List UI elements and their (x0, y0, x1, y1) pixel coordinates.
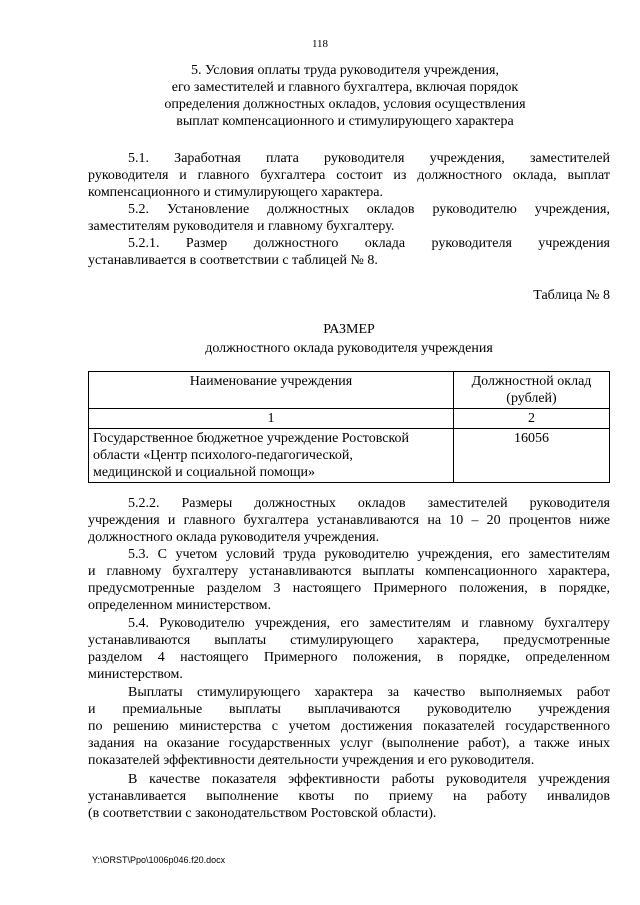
text-line: 5.4. Руководителю учреждения, его заместителям и главному бухгалтеру (128, 616, 610, 631)
text-line: разделом 4 настоящего Примерного положения, в порядке, определенном (88, 650, 610, 665)
table-title: РАЗМЕР (323, 322, 375, 337)
paragraph-5-1 (88, 150, 610, 201)
paragraph-5-2 (88, 201, 610, 235)
text-line: определенном министерством. (88, 598, 271, 613)
table-caption: Таблица № 8 (533, 288, 610, 303)
paragraph-performance-indicator (88, 771, 610, 822)
paragraph-5-2-2 (88, 495, 610, 546)
text-line: устанавливается в соответствии с таблицей № 8. (88, 253, 378, 268)
header-institution-name: Наименование учреждения (89, 372, 454, 409)
text-line: по решению министерства с учетом достижения показателей государственного (88, 719, 610, 734)
text-line: устанавливаются выплаты стимулирующего характера, предусмотренные (88, 633, 610, 648)
salary-table (88, 371, 610, 483)
text-line: 5.2. Установление должностных окладов руководителю учреждения, (128, 202, 610, 217)
column-number-2: 2 (454, 409, 610, 429)
text-line: учреждения и главного бухгалтера устанавливаются на 10 – 20 процентов ниже (88, 513, 610, 528)
text-line: компенсационного и стимулирующего характера. (88, 185, 383, 200)
section-title-line: 5. Условия оплаты труда руководителя учреждения, (191, 63, 499, 78)
section-title-line: выплат компенсационного и стимулирующего характера (176, 114, 514, 129)
table-column-numbers-row (89, 409, 610, 429)
paragraph-5-3 (88, 546, 610, 614)
text-line: заместителям руководителя и главному бухгалтеру. (88, 219, 395, 234)
text-line: Выплаты стимулирующего характера за качество выполняемых работ (128, 685, 610, 700)
header-salary: Должностной оклад (рублей) (454, 372, 610, 409)
table-header-row (89, 372, 610, 409)
text-line: должностного оклада руководителя учреждения. (88, 530, 380, 545)
text-line: и премиальные выплаты выплачиваются руководителю учреждения (88, 702, 610, 717)
text-line: В качестве показателя эффективности работы руководителя учреждения (128, 772, 610, 787)
table-subtitle: должностного оклада руководителя учреждения (205, 341, 493, 356)
paragraph-incentive-payments (88, 684, 610, 769)
text-line: и главному бухгалтеру устанавливаются выплаты компенсационного характера, (88, 564, 610, 579)
section-title-line: его заместителей и главного бухгалтера, включая порядок (171, 80, 519, 95)
section-title-line: определения должностных окладов, условия осуществления (164, 97, 526, 112)
text-line: (в соответствии с законодательством Ростовской области). (88, 806, 437, 821)
text-line: 5.3. С учетом условий труда руководителю учреждения, его заместителям (128, 547, 610, 562)
paragraph-5-4 (88, 615, 610, 683)
salary-cell: 16056 (454, 429, 610, 483)
footer-file-path: Y:\ORST\Ppo\1006p046.f20.docx (92, 855, 226, 865)
text-line: 5.2.2. Размеры должностных окладов заместителей руководителя (128, 496, 610, 511)
text-line: задания на оказание государственных услуг (выполнение работ), а также иных (88, 736, 610, 751)
section-title (95, 62, 595, 130)
page-number: 118 (311, 38, 329, 50)
text-line: 5.1. Заработная плата руководителя учреждения, заместителей (128, 151, 610, 166)
text-line: устанавливается выполнение квоты по приему на работу инвалидов (88, 789, 610, 804)
paragraph-5-2-1 (88, 235, 610, 269)
text-line: 5.2.1. Размер должностного оклада руководителя учреждения (128, 236, 610, 251)
text-line: руководителя и главного бухгалтера состоит из должностного оклада, выплат (88, 168, 610, 183)
institution-name-cell: Государственное бюджетное учреждение Ростовской области «Центр психолого-педагогической, медицинской и социальной помощи» (89, 429, 454, 483)
text-line: предусмотренные разделом 3 настоящего Примерного положения, в порядке, (88, 581, 610, 596)
text-line: показателей эффективности деятельности учреждения и его руководителя. (88, 753, 535, 768)
column-number-1: 1 (89, 409, 454, 429)
table-row (89, 429, 610, 483)
text-line: министерством. (88, 667, 183, 682)
